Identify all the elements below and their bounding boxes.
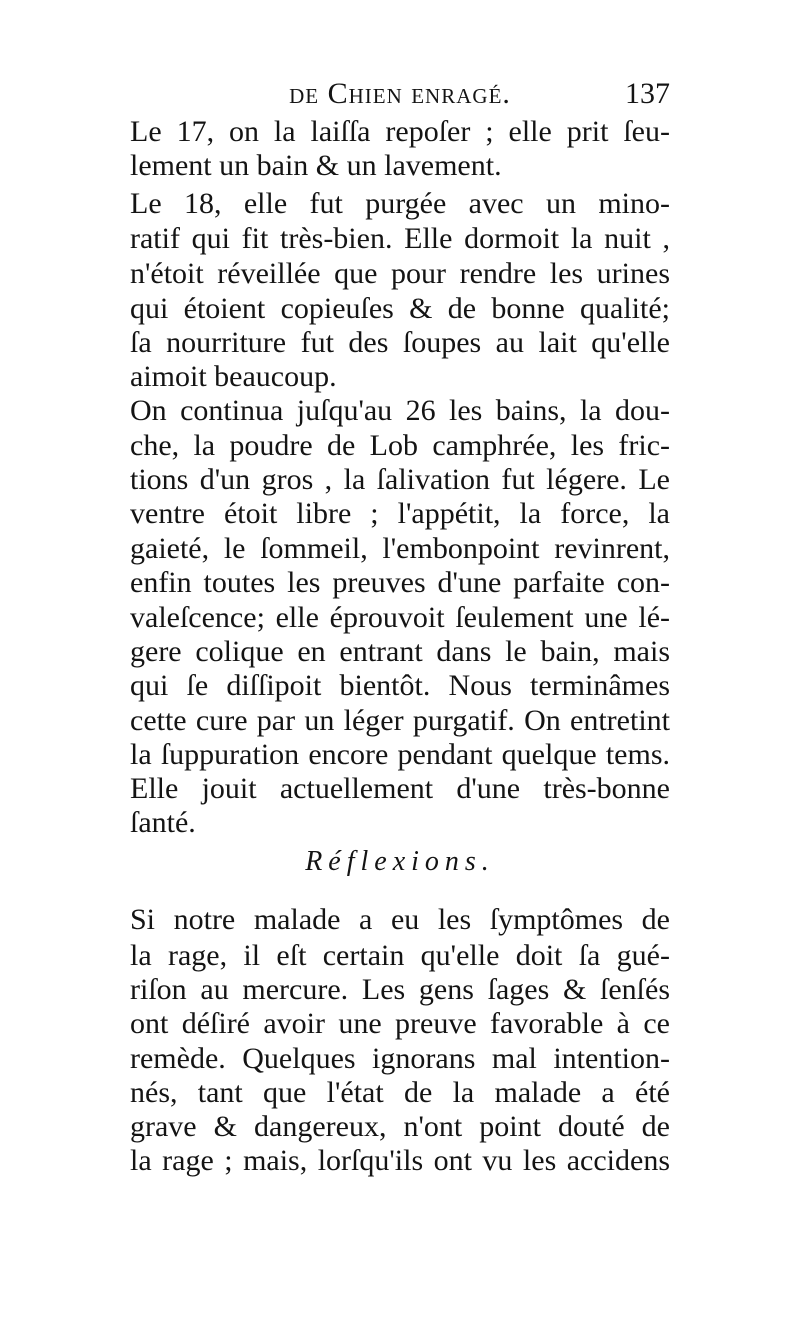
text-line: ventre étoit libre ; l'appétit, la force, la xyxy=(130,497,670,530)
text-line: la ſuppuration encore pendant quelque tems. xyxy=(130,738,670,771)
section-heading: Réflexions. xyxy=(305,846,495,877)
text-line: valeſcence; elle éprouvoit ſeulement une lé- xyxy=(130,601,670,634)
text-line: nés, tant que l'état de la malade a été xyxy=(130,1076,670,1109)
text-line: Si notre malade a eu les ſymptômes de xyxy=(130,903,670,936)
text-line: qui étoient copieuſes & de bonne qualité; xyxy=(130,292,670,325)
text-line: Elle jouit actuellement d'une très-bonne xyxy=(130,772,670,805)
text-line: tions d'un gros , la ſalivation fut légere. Le xyxy=(130,463,670,496)
text-line: On continua juſqu'au 26 les bains, la dou- xyxy=(130,394,670,427)
text-line: la rage ; mais, lorſqu'ils ont vu les accidens xyxy=(130,1144,670,1177)
text-line: Le 17, on la laiſſa repoſer ; elle prit ſeu- xyxy=(130,115,670,148)
text-line: enfin toutes les preuves d'une parfaite con- xyxy=(130,566,670,599)
text-line: cette cure par un léger purgatif. On entretint xyxy=(130,704,670,737)
text-line: remède. Quelques ignorans mal intention- xyxy=(130,1042,670,1075)
text-line: gaieté, le ſommeil, l'embonpoint revinrent, xyxy=(130,532,670,565)
text-line: aimoit beaucoup. xyxy=(130,360,337,393)
running-head: de Chien enragé. xyxy=(289,77,511,110)
text-line: lement un bain & un lavement. xyxy=(130,149,502,182)
text-line: qui ſe diſſipoit bientôt. Nous terminâmes xyxy=(130,669,670,702)
text-line: gere colique en entrant dans le bain, mais xyxy=(130,635,670,668)
text-line: ſa nourriture fut des ſoupes au lait qu'elle xyxy=(130,326,670,359)
page-header xyxy=(130,72,670,116)
text-line: grave & dangereux, n'ont point douté de xyxy=(130,1110,670,1143)
text-line: ſanté. xyxy=(130,806,196,839)
text-line: ont déſiré avoir une preuve favorable à ce xyxy=(130,1007,670,1040)
page-number: 137 xyxy=(625,77,670,110)
text-line: riſon au mercure. Les gens ſages & ſenſés xyxy=(130,973,670,1006)
text-line: che, la poudre de Lob camphrée, les fric- xyxy=(130,429,670,462)
text-line: n'étoit réveillée que pour rendre les urines xyxy=(130,257,670,290)
text-line: ratif qui fit très-bien. Elle dormoit la nuit , xyxy=(130,222,670,255)
text-line: la rage, il eſt certain qu'elle doit ſa gué- xyxy=(130,939,670,972)
text-line: Le 18, elle fut purgée avec un mino- xyxy=(130,187,670,220)
